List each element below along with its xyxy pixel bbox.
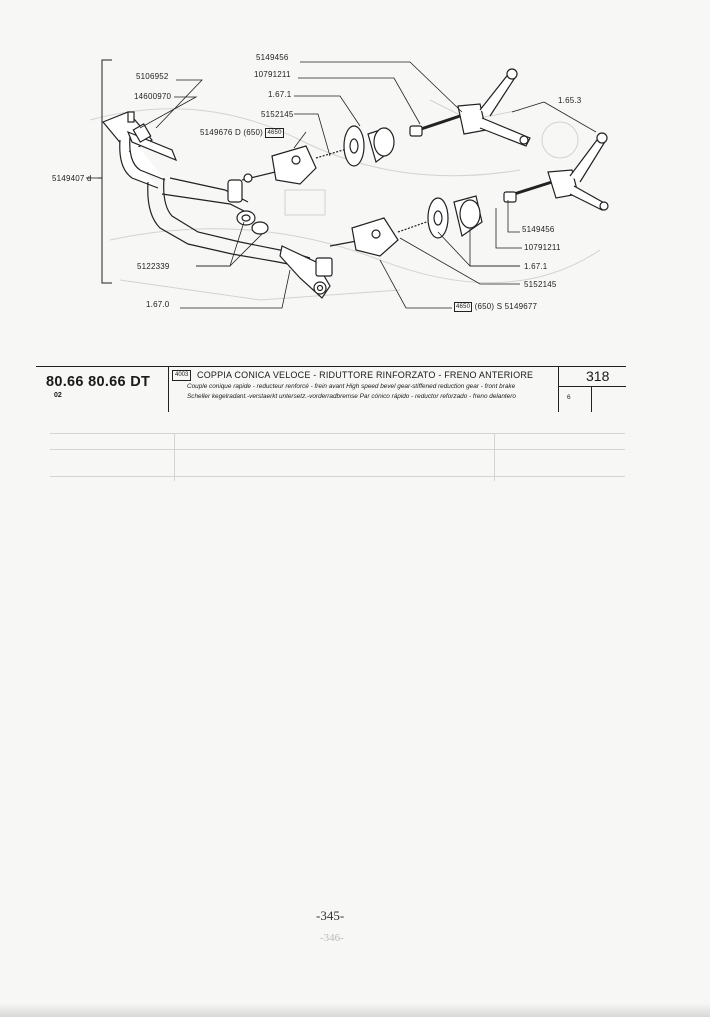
callout-5152145-right: 5152145 (524, 280, 557, 289)
callout-5149676-text: 5149676 D (650) (200, 128, 264, 138)
model-name: 80.66 80.66 DT (46, 374, 151, 390)
callout-1-65-3: 1.65.3 (558, 96, 582, 105)
section-title: COPPIA CONICA VELOCE - RIDUTTORE RINFORZATO - FRENO ANTERIORE (197, 370, 534, 380)
callout-5149676 (200, 128, 284, 138)
group-code: 4003 (172, 370, 191, 381)
title-block-rule (36, 366, 626, 367)
page-ref-rule (558, 386, 626, 387)
callout-1-67-1-right: 1.67.1 (524, 262, 548, 271)
title-divider-right (558, 366, 559, 412)
model-variant: 02 (54, 392, 62, 399)
scan-edge-shadow (0, 1003, 710, 1017)
lower-pushrod-group (330, 133, 608, 256)
exploded-parts-diagram (0, 0, 710, 360)
reverse-title-ghost (50, 433, 625, 481)
page-number: -345- (316, 908, 345, 923)
page-reference: 318 (586, 368, 610, 384)
callout-5149677-text: (650) S 5149677 (474, 302, 538, 312)
callout-5149677 (454, 302, 537, 312)
lower-lever (280, 246, 332, 298)
title-block (36, 362, 626, 414)
callout-5149677-code: 4650 (456, 304, 471, 310)
callout-5149407: 5149407 d (52, 174, 92, 183)
callout-5149456-top: 5149456 (256, 53, 289, 62)
sheet-number: 6 (567, 394, 571, 401)
upper-pushrod-group (242, 69, 530, 184)
assembly-bracket (98, 60, 112, 283)
callout-1-67-1-top: 1.67.1 (268, 90, 292, 99)
callout-5149676-code: 4650 (267, 130, 282, 136)
callout-10791211-top: 10791211 (254, 70, 291, 79)
reverse-page-number: -346- (320, 932, 344, 944)
callout-5152145-top: 5152145 (261, 110, 294, 119)
callout-14600970: 14600970 (134, 92, 172, 101)
callout-5149456-right: 5149456 (522, 225, 555, 234)
section-subtitle-de-es: Scheller kegelradant.-verstaerkt untersetz.-vorderradbremse Par cónico rápido - reductor reforzado - freno delantero (187, 393, 516, 400)
title-divider-left (168, 366, 169, 412)
callout-5122339: 5122339 (137, 262, 170, 271)
section-subtitle-fr-en: Couple conique rapide - reducteur renforcé - frein avant High speed bevel gear-stiffened reduction gear - front brake (187, 383, 516, 390)
sheet-divider (591, 386, 592, 412)
pivot-bushings (228, 180, 268, 234)
callout-5106952: 5106952 (136, 72, 169, 81)
callout-10791211-right: 10791211 (524, 243, 561, 252)
callout-1-67-0: 1.67.0 (146, 300, 170, 309)
